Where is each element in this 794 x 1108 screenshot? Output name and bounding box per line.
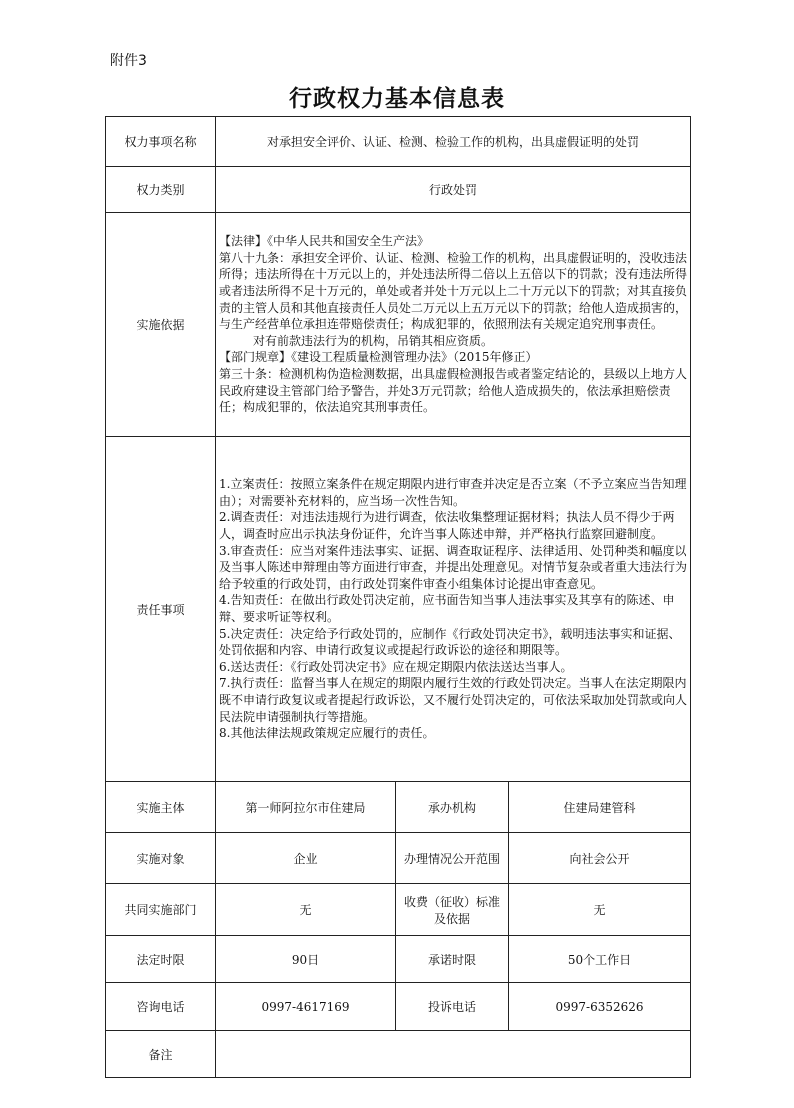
fee-standard-value: 无 <box>509 884 691 936</box>
row-joint <box>106 884 691 936</box>
basis-rule-heading: 【部门规章】《建设工程质量检测管理办法》（2015年修正） <box>219 350 538 365</box>
consult-phone-value: 0997-4617169 <box>216 983 396 1031</box>
duty-item: 1.立案责任：按照立案条件在规定期限内进行审查并决定是否立案（不予立案应当告知理由）；对需要补充材料的，应当场一次性告知。 <box>219 477 687 508</box>
complaint-phone-value: 0997-6352626 <box>509 983 691 1031</box>
page-title: 行政权力基本信息表 <box>289 85 505 112</box>
duty-item: 8.其他法律法规政策规定应履行的责任。 <box>219 726 435 741</box>
duty-item: 5.决定责任：决定给予行政处罚的，应制作《行政处罚决定书》，载明违法事实和证据、处罚依据和内容、申请行政复议或提起行政诉讼的途径和期限等。 <box>219 626 681 658</box>
basis-law-article: 第八十九条：承担安全评价、认证、检测、检验工作的机构，出具虚假证明的，没收违法所得；违法所得在十万元以上的，并处违法所得二倍以上五倍以下的罚款；没有违法所得或者违法所得不足十万元的，单处或者并处十万元以上二十万元以下的罚款；对其直接负责的主管人员和其他直接责任人员处二万元以上五万元以下的罚款；给他人造成损害的，与生产经营单位承担连带赔偿责任；构成犯罪的，依照刑法有关规定追究刑事责任。 <box>219 250 688 332</box>
subject-value: 第一师阿拉尔市住建局 <box>216 782 396 833</box>
row-power-name <box>106 117 691 167</box>
duties-content <box>216 437 691 782</box>
duties-label: 责任事项 <box>106 437 216 782</box>
consult-phone-label: 咨询电话 <box>106 983 216 1031</box>
duty-item: 6.送达责任：《行政处罚决定书》应在规定期限内依法送达当事人。 <box>219 659 573 674</box>
target-value: 企业 <box>216 833 396 884</box>
disclosure-value: 向社会公开 <box>509 833 691 884</box>
power-name-label: 权力事项名称 <box>106 117 216 167</box>
basis-law-article-extra: 对有前款违法行为的机构，吊销其相应资质。 <box>253 333 494 348</box>
promised-time-label: 承诺时限 <box>396 936 509 983</box>
joint-dept-value: 无 <box>216 884 396 936</box>
basis-content <box>216 213 691 437</box>
row-subject <box>106 782 691 833</box>
subject-label: 实施主体 <box>106 782 216 833</box>
duty-item: 3.审查责任：应当对案件违法事实、证据、调查取证程序、法律适用、处罚种类和幅度以及当事人陈述申辩理由等方面进行审查，并提出处理意见。对情节复杂或者重大违法行为给予较重的行政处罚，由行政处罚案件审查小组集体讨论提出审查意见。 <box>219 543 688 591</box>
row-power-category <box>106 167 691 213</box>
complaint-phone-label: 投诉电话 <box>396 983 509 1031</box>
row-basis <box>106 213 691 437</box>
basis-law-heading: 【法律】《中华人民共和国安全生产法》 <box>219 234 430 249</box>
duty-item: 7.执行责任：监督当事人在规定的期限内履行生效的行政处罚决定。当事人在法定期限内既不申请行政复议或者提起行政诉讼，又不履行处罚决定的，可依法采取加处罚款或向人民法院申请强制执行等措施。 <box>219 676 688 724</box>
basis-label: 实施依据 <box>106 213 216 437</box>
row-target <box>106 833 691 884</box>
legal-time-value: 90日 <box>216 936 396 983</box>
power-category-label: 权力类别 <box>106 167 216 213</box>
duty-item: 2.调查责任：对违法违规行为进行调查，依法收集整理证据材料；执法人员不得少于两人，调查时应出示执法身份证件，允许当事人陈述申辩，并严格执行监察回避制度。 <box>219 510 675 542</box>
fee-standard-label: 收费（征收）标准及依据 <box>396 884 509 936</box>
handling-org-label: 承办机构 <box>396 782 509 833</box>
remark-value <box>216 1031 691 1078</box>
promised-time-value: 50个工作日 <box>509 936 691 983</box>
joint-dept-label: 共同实施部门 <box>106 884 216 936</box>
row-time <box>106 936 691 983</box>
power-category-value: 行政处罚 <box>216 167 691 213</box>
row-remark <box>106 1031 691 1078</box>
info-table <box>105 116 691 1078</box>
handling-org-value: 住建局建管科 <box>509 782 691 833</box>
duty-item: 4.告知责任：在做出行政处罚决定前，应书面告知当事人违法事实及其享有的陈述、申辩、要求听证等权利。 <box>219 593 675 624</box>
target-label: 实施对象 <box>106 833 216 884</box>
power-name-value: 对承担安全评价、认证、检测、检验工作的机构，出具虚假证明的处罚 <box>216 117 691 167</box>
basis-rule-article: 第三十条：检测机构伪造检测数据，出具虚假检测报告或者鉴定结论的，县级以上地方人民政府建设主管部门给予警告，并处3万元罚款；给他人造成损失的，依法承担赔偿责任；构成犯罪的，依法追究其刑事责任。 <box>219 366 688 415</box>
remark-label: 备注 <box>106 1031 216 1078</box>
disclosure-label: 办理情况公开范围 <box>396 833 509 884</box>
legal-time-label: 法定时限 <box>106 936 216 983</box>
row-phone <box>106 983 691 1031</box>
row-duties <box>106 437 691 782</box>
attachment-label: 附件3 <box>110 53 147 69</box>
